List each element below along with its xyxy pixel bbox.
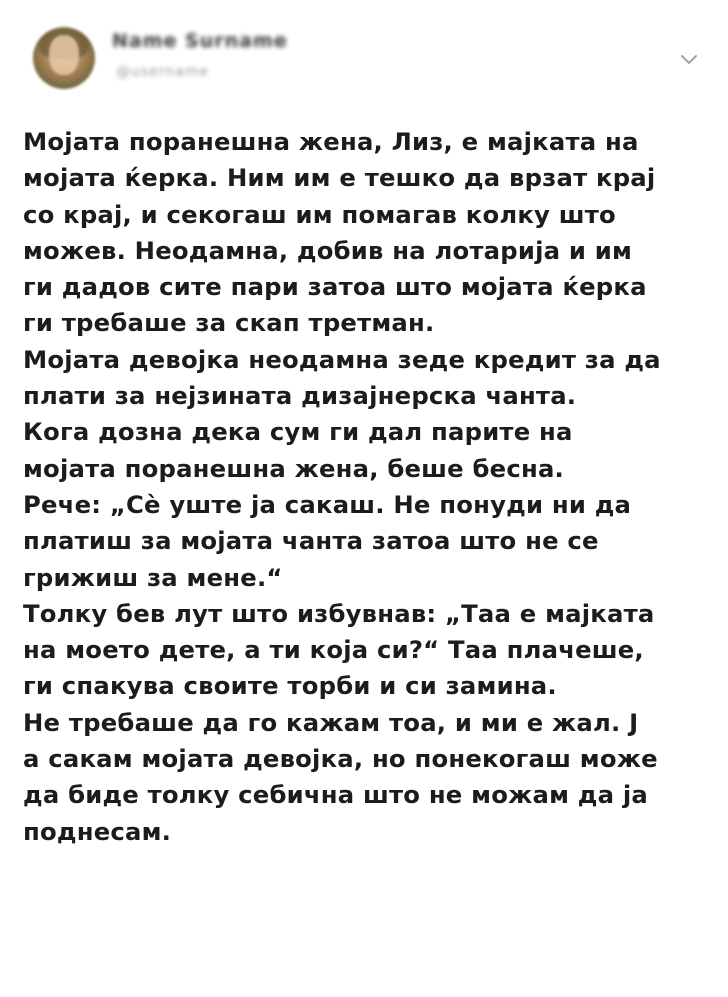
post-text-line: Кога дозна дека сум ги дал парите на (23, 417, 573, 447)
post-text-line: плати за нејзината дизајнерска чанта. (23, 381, 577, 411)
post-text-line: Толку бев лут што избувнав: „Таа е мајката (23, 598, 655, 628)
post-header (0, 0, 728, 110)
post-text-line: ги спакува своите торби и си замина. (23, 671, 557, 701)
post-text-line: мојата поранешна жена, беше бесна. (23, 453, 564, 483)
post-text (23, 124, 723, 850)
post-text-line: ги дадов сите пари затоа што мојата ќерка (23, 272, 647, 302)
avatar[interactable] (33, 27, 95, 89)
post-text-line: можев. Неодамна, добив на лотарија и им (23, 235, 633, 265)
post-text-line: ги требаше за скап третман. (23, 308, 435, 338)
chevron-down-icon[interactable] (678, 48, 700, 70)
post-text-line: поднесам. (23, 816, 172, 846)
avatar-face (49, 35, 79, 75)
post-text-line: мојата ќерка. Ним им е тешко да врзат крај (23, 163, 656, 193)
post-text-line: а сакам мојата девојка, но понекогаш може (23, 744, 658, 774)
author-name[interactable]: Name Surname (112, 30, 288, 52)
post-text-line: платиш за мојата чанта затоа што не се (23, 526, 599, 556)
post-text-line: со крај, и секогаш им помагав колку што (23, 199, 616, 229)
author-handle[interactable]: @username (116, 64, 209, 80)
post-text-line: на моето дете, а ти која си?“ Таа плачеше, (23, 635, 644, 665)
post-text-line: да биде толку себична што не можам да ја (23, 780, 648, 810)
post-text-line: Не требаше да го кажам тоа, и ми е жал. Ј (23, 707, 639, 737)
post-text-line: Мојата поранешна жена, Лиз, е мајката на (23, 127, 639, 156)
post-text-line: грижиш за мене.“ (23, 562, 283, 592)
post-text-line: Мојата девојка неодамна зеде кредит за да (23, 344, 661, 374)
post-text-line: Рече: „Сè уште ја сакаш. Не понуди ни да (23, 489, 632, 519)
